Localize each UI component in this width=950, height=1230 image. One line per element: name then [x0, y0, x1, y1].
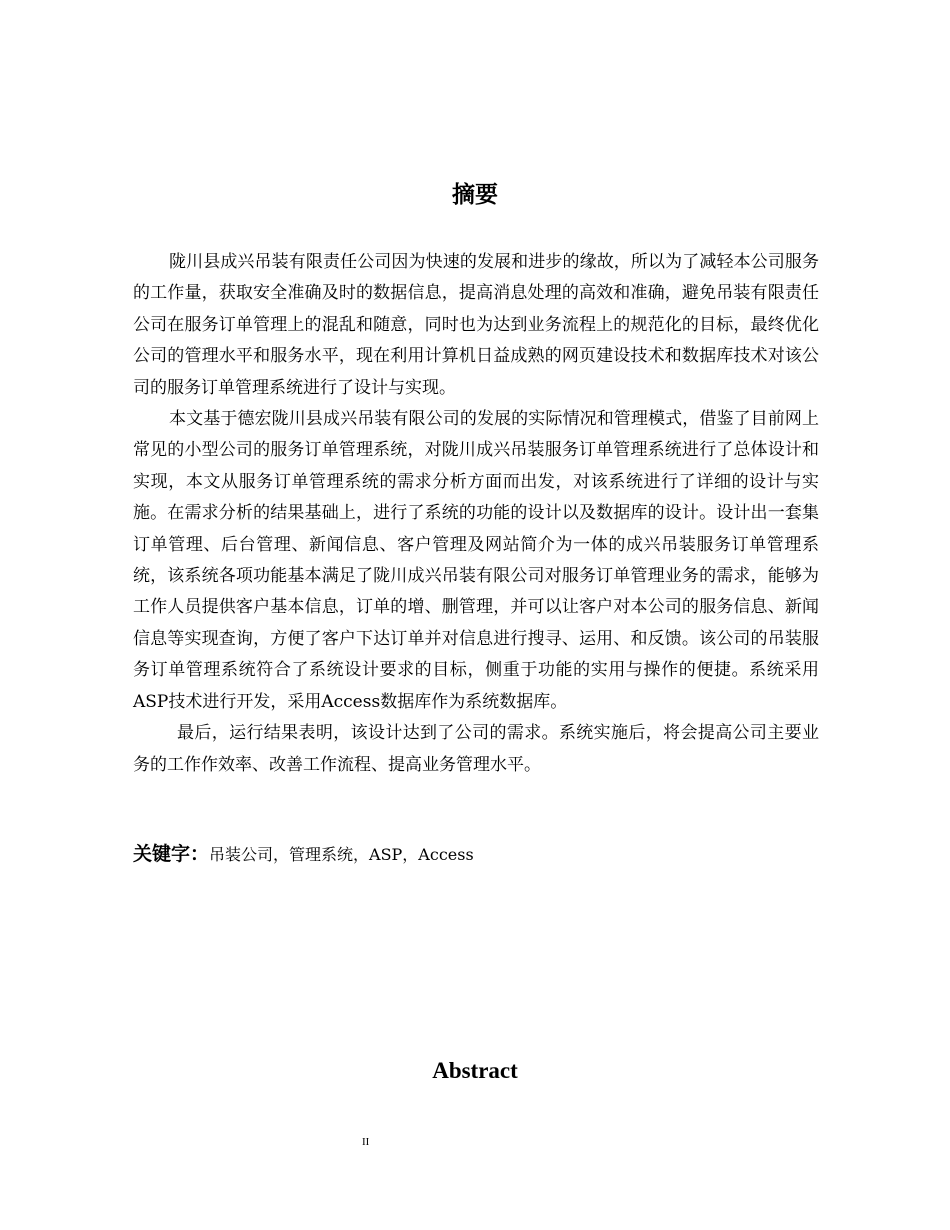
keywords-label: 关键字：	[133, 843, 210, 865]
abstract-paragraph-1: 陇川县成兴吊装有限责任公司因为快速的发展和进步的缘故，所以为了减轻本公司服务的工作量，获取安全准确及时的数据信息，提高消息处理的高效和准确，避免吊装有限责任公司在服务订单管理上的混乱和随意，同时也为达到业务流程上的规范化的目标，最终优化公司的管理水平和服务水平，现在利用计算机日益成熟的网页建设技术和数据库技术对该公司的服务订单管理系统进行了设计与实现。	[133, 252, 819, 398]
page-number: II	[362, 1136, 370, 1148]
abstract-body	[133, 247, 819, 781]
keywords-value: 吊装公司，管理系统，ASP，Access	[209, 845, 474, 864]
abstract-paragraph-3: 最后，运行结果表明，该设计达到了公司的需求。系统实施后，将会提高公司主要业务的工作作效率、改善工作流程、提高业务管理水平。	[133, 723, 819, 775]
abstract-title-cn: 摘要	[452, 182, 498, 208]
abstract-paragraph-2: 本文基于德宏陇川县成兴吊装有限公司的发展的实际情况和管理模式，借鉴了目前网上常见的小型公司的服务订单管理系统，对陇川成兴吊装服务订单管理系统进行了总体设计和实现，本文从服务订单管理系统的需求分析方面而出发，对该系统进行了详细的设计与实施。在需求分析的结果基础上，进行了系统的功能的设计以及数据库的设计。设计出一套集订单管理、后台管理、新闻信息、客户管理及网站简介为一体的成兴吊装服务订单管理系统，该系统各项功能基本满足了陇川成兴吊装有限公司对服务订单管理业务的需求，能够为工作人员提供客户基本信息，订单的增、删管理，并可以让客户对本公司的服务信息、新闻信息等实现查询，方便了客户下达订单并对信息进行搜寻、运用、和反馈。该公司的吊装服务订单管理系统符合了系统设计要求的目标，侧重于功能的实用与操作的便捷。系统采用ASP技术进行开发，采用Access数据库作为系统数据库。	[133, 409, 819, 712]
abstract-title-en: Abstract	[432, 1058, 518, 1083]
keywords-line	[133, 839, 819, 870]
